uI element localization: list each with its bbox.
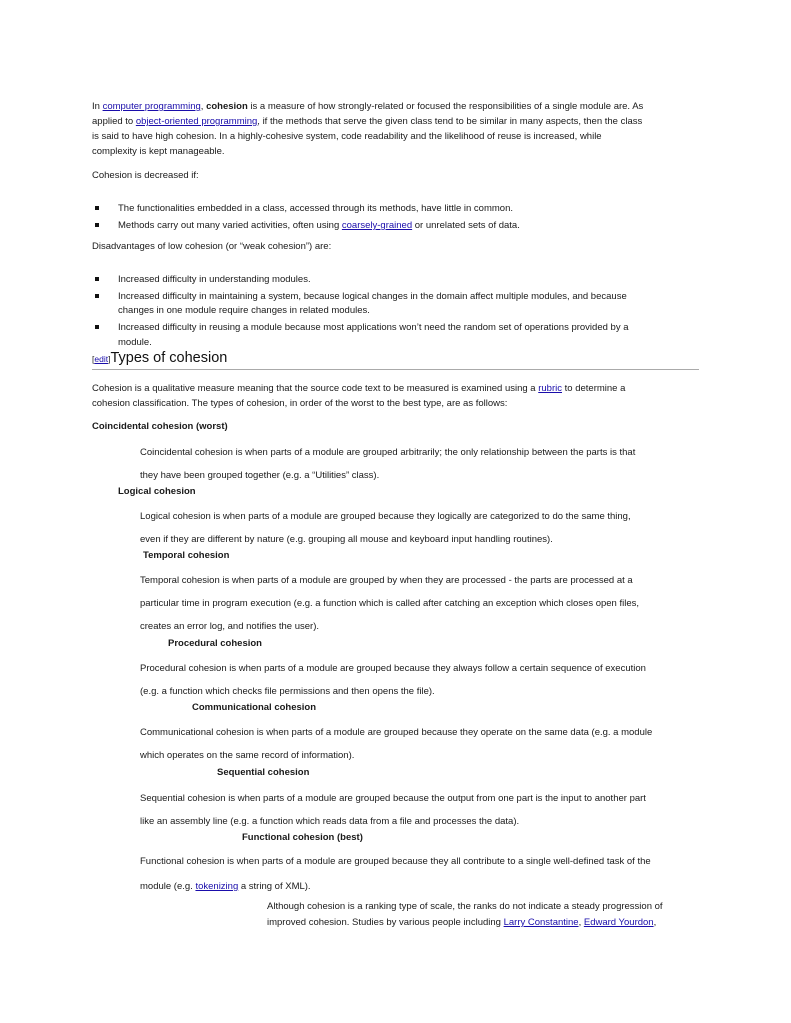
functional-text-line-2 [140, 880, 311, 893]
decreased-item-2 [118, 219, 520, 232]
disadvantage-item-1: Increased difficulty in understanding modules. [118, 274, 311, 285]
link-coarsely-grained[interactable]: coarsely-grained [341, 220, 413, 231]
bullet-icon [95, 325, 99, 329]
text: applied to [92, 116, 136, 127]
text: , [653, 917, 657, 928]
coincidental-text-line-1: Coincidental cohesion is when parts of a module are grouped arbitrarily; the only relationship between the parts is that [140, 447, 636, 458]
heading-logical-cohesion: Logical cohesion [118, 486, 196, 497]
heading-communicational-cohesion: Communicational cohesion [192, 702, 317, 713]
text: is a measure of how strongly-related or focused the responsibilities of a single module are. As [247, 101, 644, 112]
logical-text-line-2: even if they are different by nature (e.g. grouping all mouse and keyboard input handling routines). [140, 534, 553, 545]
edit-link[interactable]: edit [94, 354, 109, 364]
closing-line-1: Although cohesion is a ranking type of scale, the ranks do not indicate a steady progression of [267, 901, 663, 912]
section-heading [92, 350, 227, 366]
closing-line-2 [267, 916, 656, 929]
text: to determine a [562, 383, 626, 394]
link-object-oriented-programming[interactable]: object-oriented programming [135, 116, 258, 127]
disadvantage-item-3-line-2: module. [118, 337, 152, 348]
bullet-icon [95, 277, 99, 281]
heading-sequential-cohesion: Sequential cohesion [217, 767, 310, 778]
procedural-text-line-2: (e.g. a function which checks file permissions and then opens the file). [140, 686, 435, 697]
sequential-text-line-2: like an assembly line (e.g. a function which reads data from a file and processes the data). [140, 816, 520, 827]
intro-line-2 [92, 115, 642, 128]
heading-procedural-cohesion: Procedural cohesion [168, 638, 262, 649]
text: Cohesion is a qualitative measure meaning that the source code text to be measured is examined using a [92, 383, 539, 394]
temporal-text-line-1: Temporal cohesion is when parts of a module are grouped by when they are processed - the parts are processed at a [140, 575, 633, 586]
decreased-item-1: The functionalities embedded in a class, accessed through its methods, have little in common. [118, 203, 513, 214]
term-cohesion: cohesion [206, 101, 248, 112]
decreased-heading: Cohesion is decreased if: [92, 170, 199, 181]
text: module (e.g. [140, 881, 196, 892]
section-divider [92, 369, 699, 370]
text: improved cohesion. Studies by various people including [267, 917, 504, 928]
intro-line-3: is said to have high cohesion. In a highly-cohesive system, code readability and the likelihood of reuse is increased, while [92, 131, 602, 142]
edit-bracket: ] [108, 354, 111, 364]
section-paragraph-line-2: cohesion classification. The types of cohesion, in order of the worst to the best type, are as follows: [92, 398, 508, 409]
heading-coincidental-cohesion: Coincidental cohesion (worst) [92, 421, 228, 432]
section-title: Types of cohesion [110, 350, 228, 366]
link-rubric[interactable]: rubric [538, 383, 562, 394]
link-edward-yourdon[interactable]: Edward Yourdon [583, 917, 654, 928]
text: , [578, 917, 584, 928]
sequential-text-line-1: Sequential cohesion is when parts of a module are grouped because the output from one part is the input to another part [140, 793, 646, 804]
procedural-text-line-1: Procedural cohesion is when parts of a module are grouped because they always follow a certain sequence of execution [140, 663, 646, 674]
heading-functional-cohesion: Functional cohesion (best) [242, 832, 363, 843]
heading-temporal-cohesion: Temporal cohesion [143, 550, 230, 561]
link-tokenizing[interactable]: tokenizing [195, 881, 239, 892]
text: a string of XML). [238, 881, 311, 892]
text: or unrelated sets of data. [412, 220, 520, 231]
disadvantages-heading: Disadvantages of low cohesion (or “weak cohesion”) are: [92, 241, 332, 252]
text: Methods carry out many varied activities, often using [118, 220, 342, 231]
bullet-icon [95, 294, 99, 298]
text: In [92, 101, 103, 112]
disadvantage-item-2-line-1: Increased difficulty in maintaining a system, because logical changes in the domain affect multiple modules, and because [118, 291, 627, 302]
communicational-text-line-2: which operates on the same record of information). [140, 750, 355, 761]
disadvantage-item-2-line-2: changes in one module require changes in related modules. [118, 305, 370, 316]
text: , [200, 101, 207, 112]
bullet-icon [95, 206, 99, 210]
coincidental-text-line-2: they have been grouped together (e.g. a “Utilities” class). [140, 470, 380, 481]
link-computer-programming[interactable]: computer programming [102, 101, 201, 112]
functional-text-line-1: Functional cohesion is when parts of a module are grouped because they all contribute to a single well-defined task of the [140, 856, 651, 867]
logical-text-line-1: Logical cohesion is when parts of a module are grouped because they logically are categorized to do the same thing, [140, 511, 631, 522]
temporal-text-line-2: particular time in program execution (e.g. a function which is called after catching an exception which closes open files, [140, 598, 640, 609]
disadvantage-item-3-line-1: Increased difficulty in reusing a module because most applications won’t need the random set of operations provided by a [118, 322, 629, 333]
intro-line-4: complexity is kept manageable. [92, 146, 225, 157]
text: , if the methods that serve the given class tend to be similar in many aspects, then the class [257, 116, 643, 127]
section-paragraph-line-1 [92, 382, 625, 395]
bullet-icon [95, 223, 99, 227]
edit-bracket: [ [92, 354, 95, 364]
communicational-text-line-1: Communicational cohesion is when parts of a module are grouped because they operate on the same data (e.g. a module [140, 727, 653, 738]
link-larry-constantine[interactable]: Larry Constantine [503, 917, 579, 928]
temporal-text-line-3: creates an error log, and notifies the user). [140, 621, 320, 632]
intro-line-1 [92, 100, 643, 113]
